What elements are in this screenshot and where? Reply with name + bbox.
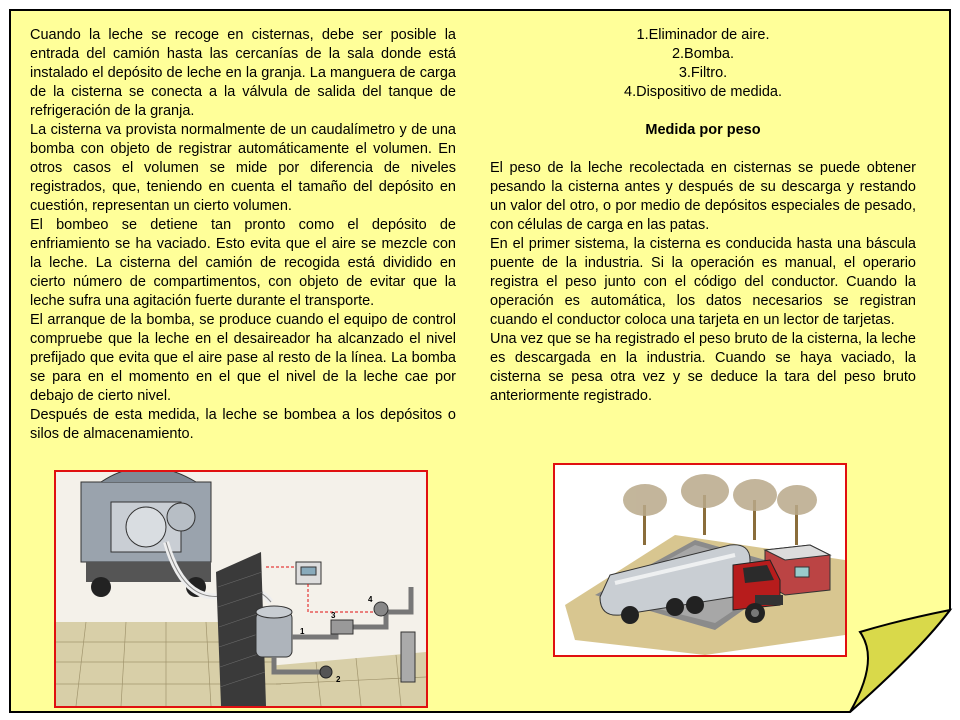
label-2: 2 xyxy=(336,675,341,684)
label-1: 1 xyxy=(300,627,305,636)
right-paragraph: En el primer sistema, la cisterna es conducida hasta una báscula puente de la industria. Si la operación es manual, el operario registra el peso junto con el código del conductor. Cuando la operación es automática, los datos necesarios se registran cuando el conductor coloca una tarjeta en un lector de tarjetas. xyxy=(490,236,916,328)
left-paragraph: El bombeo se detiene tan pronto como el depósito de enfriamiento se ha vaciado. Esto evita que el aire se mezcle con la leche. La cisterna del camión de recogida está dividido en cierto número de compartimentos, con objeto de evitar que la leche sufra una agitación fuerte durante el transporte. xyxy=(30,217,456,309)
label-4: 4 xyxy=(368,595,373,604)
left-paragraph: Cuando la leche se recoge en cisternas, debe ser posible la entrada del camión hasta las cercanías de la sala donde está instalado el depósito de leche en la granja. La manguera de carga de la cisterna se conecta a la válvula de salida del tanque de refrigeración de la granja. xyxy=(30,27,456,119)
truck-weighbridge-illustration xyxy=(553,463,847,657)
label-3: 3 xyxy=(331,611,336,620)
section-heading: Medida por peso xyxy=(645,122,761,138)
list-item: 4.Dispositivo de medida. xyxy=(624,84,782,100)
left-paragraph: La cisterna va provista normalmente de un caudalímetro y de una bomba con objeto de registrar automáticamente el volumen. En otros casos el volumen se mide por diferencia de niveles registrados, que, teniendo en cuenta el tamaño del depósito en cuestión, representan un cierto volumen. xyxy=(30,122,456,214)
list-item: 3.Filtro. xyxy=(678,65,728,81)
right-paragraph: El peso de la leche recolectada en cisternas se puede obtener pesando la cisterna antes y después de su descarga y restando un valor del otro, o por medio de depósitos especiales de pesado, con células de carga en las patas. xyxy=(490,160,916,233)
milk-collection-illustration xyxy=(54,470,428,708)
weighbridge-drawing xyxy=(555,465,845,655)
list-item: 1.Eliminador de aire. xyxy=(636,27,770,43)
right-paragraph: Una vez que se ha registrado el peso bruto de la cisterna, la leche es descargada en la industria. Cuando se haya vaciado, la cisterna se pesa otra vez y se deduce la tara del peso bruto anteriormente registrado. xyxy=(490,331,916,404)
milk-collection-drawing xyxy=(56,472,426,706)
component-list xyxy=(490,26,916,102)
list-item: 2.Bomba. xyxy=(671,46,735,62)
left-column xyxy=(30,26,456,444)
left-paragraph: El arranque de la bomba, se produce cuando el equipo de control compruebe que la leche en el desaireador ha alcanzado el nivel prefijado que evita que el aire pase al resto de la línea. La bomba se para en el momento en el que el nivel de la leche cae por debajo de cierto nivel. xyxy=(30,312,456,404)
left-paragraph: Después de esta medida, la leche se bombea a los depósitos o silos de almacenamiento. xyxy=(30,407,456,442)
right-column xyxy=(490,26,916,406)
